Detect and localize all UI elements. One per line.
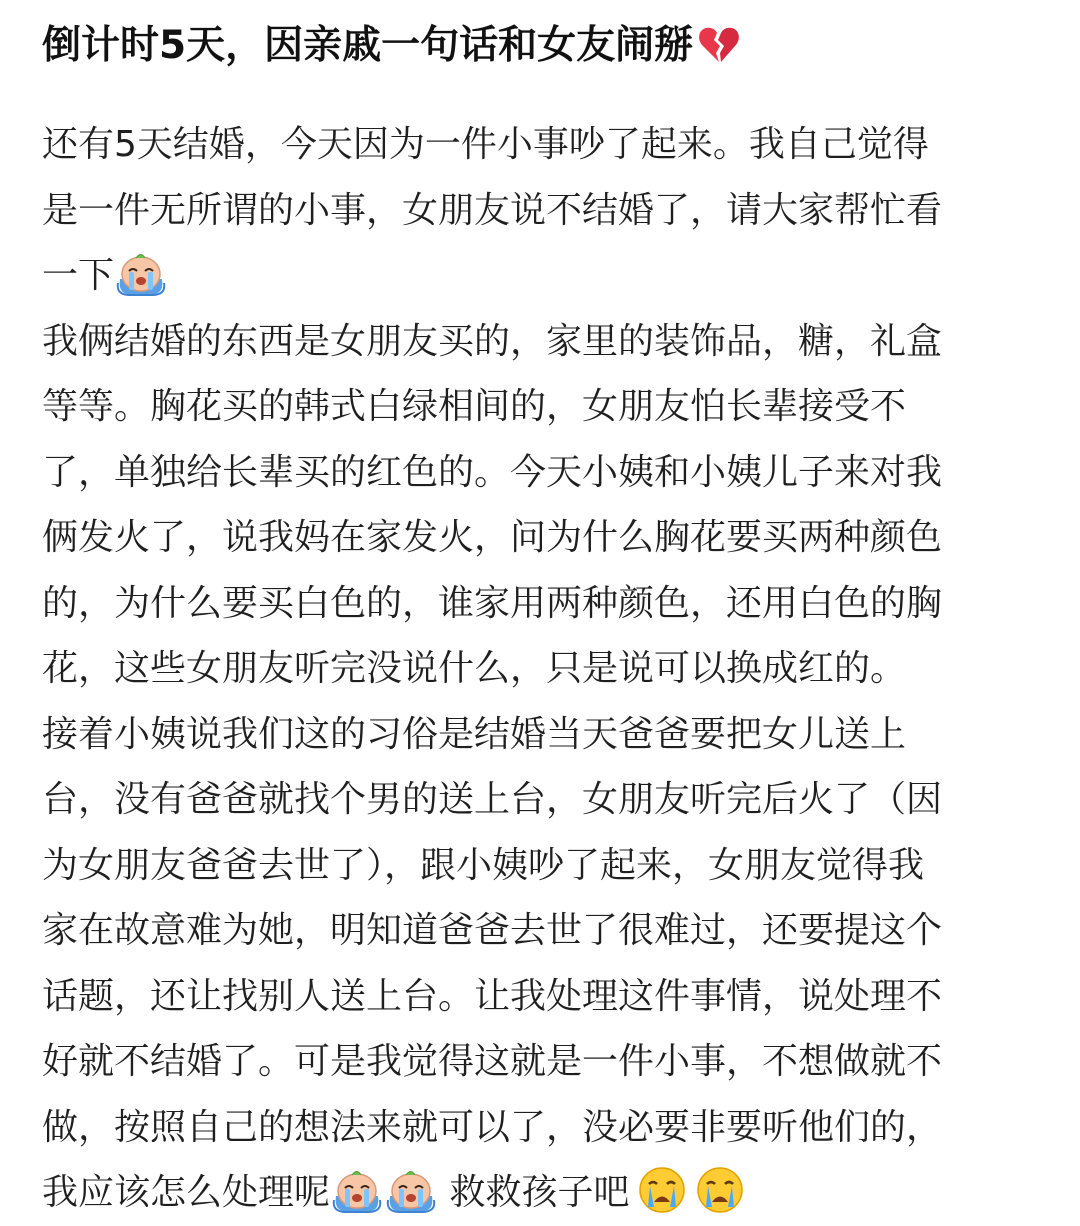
body-line-10: 接着小姨说我们这的习俗是结婚当天爸爸要把女儿送上	[42, 713, 907, 755]
body-line-5: 等等。胸花买的韩式白绿相间的，女朋友怕长辈接受不	[42, 386, 907, 427]
body-line-12: 为女朋友爸爸去世了），跟小姨吵了起来，女朋友觉得我	[42, 844, 925, 886]
body-line-9: 花，这些女朋友听完没说什么，只是说可以换成红的。	[42, 648, 907, 689]
body-line-8: 的，为什么要买白色的，谁家用两种颜色，还用白色的胸	[42, 582, 943, 624]
body-line-17-text: 我应该怎么处理呢	[42, 1172, 331, 1213]
body-line-13: 家在故意难为她，明知道爸爸去世了很难过，还要提这个	[42, 910, 943, 951]
body-line-1: 还有5天结婚，今天因为一件小事吵了起来。我自己觉得	[42, 124, 929, 165]
sob-face-icon	[695, 1165, 745, 1215]
body-line-17-plea: 救救孩子吧	[449, 1172, 630, 1213]
crying-baby-icon	[114, 249, 168, 297]
body-line-15: 好就不结婚了。可是我觉得这就是一件小事，不想做就不	[42, 1041, 943, 1082]
body-line-3-text: 一下	[42, 255, 115, 296]
body-line-16: 做，按照自己的想法来就可以了，没必要非要听他们的，	[42, 1106, 943, 1148]
body-line-4: 我俩结婚的东西是女朋友买的，家里的装饰品，糖，礼盒	[42, 320, 943, 362]
body-line-11: 台，没有爸爸就找个男的送上台，女朋友听完后火了（因	[42, 779, 943, 820]
post-title	[42, 16, 1040, 80]
body-line-14: 话题，还让找别人送上台。让我处理这件事情，说处理不	[42, 975, 943, 1017]
body-line-2: 是一件无所谓的小事，女朋友说不结婚了，请大家帮忙看	[42, 189, 943, 231]
body-line-6: 了，单独给长辈买的红色的。今天小姨和小姨儿子来对我	[42, 451, 943, 493]
post-title-text: 倒计时5天，因亲戚一句话和女友闹掰	[42, 23, 694, 68]
body-line-7: 俩发火了，说我妈在家发火，问为什么胸花要买两种颜色	[42, 517, 943, 558]
body-line-17	[42, 1160, 1040, 1226]
crying-baby-icon	[384, 1166, 438, 1214]
crying-baby-icon	[330, 1166, 384, 1214]
post-body	[42, 112, 1040, 1226]
broken-heart-icon	[695, 20, 743, 68]
sob-face-icon	[637, 1165, 687, 1215]
body-line-3	[42, 243, 1040, 309]
